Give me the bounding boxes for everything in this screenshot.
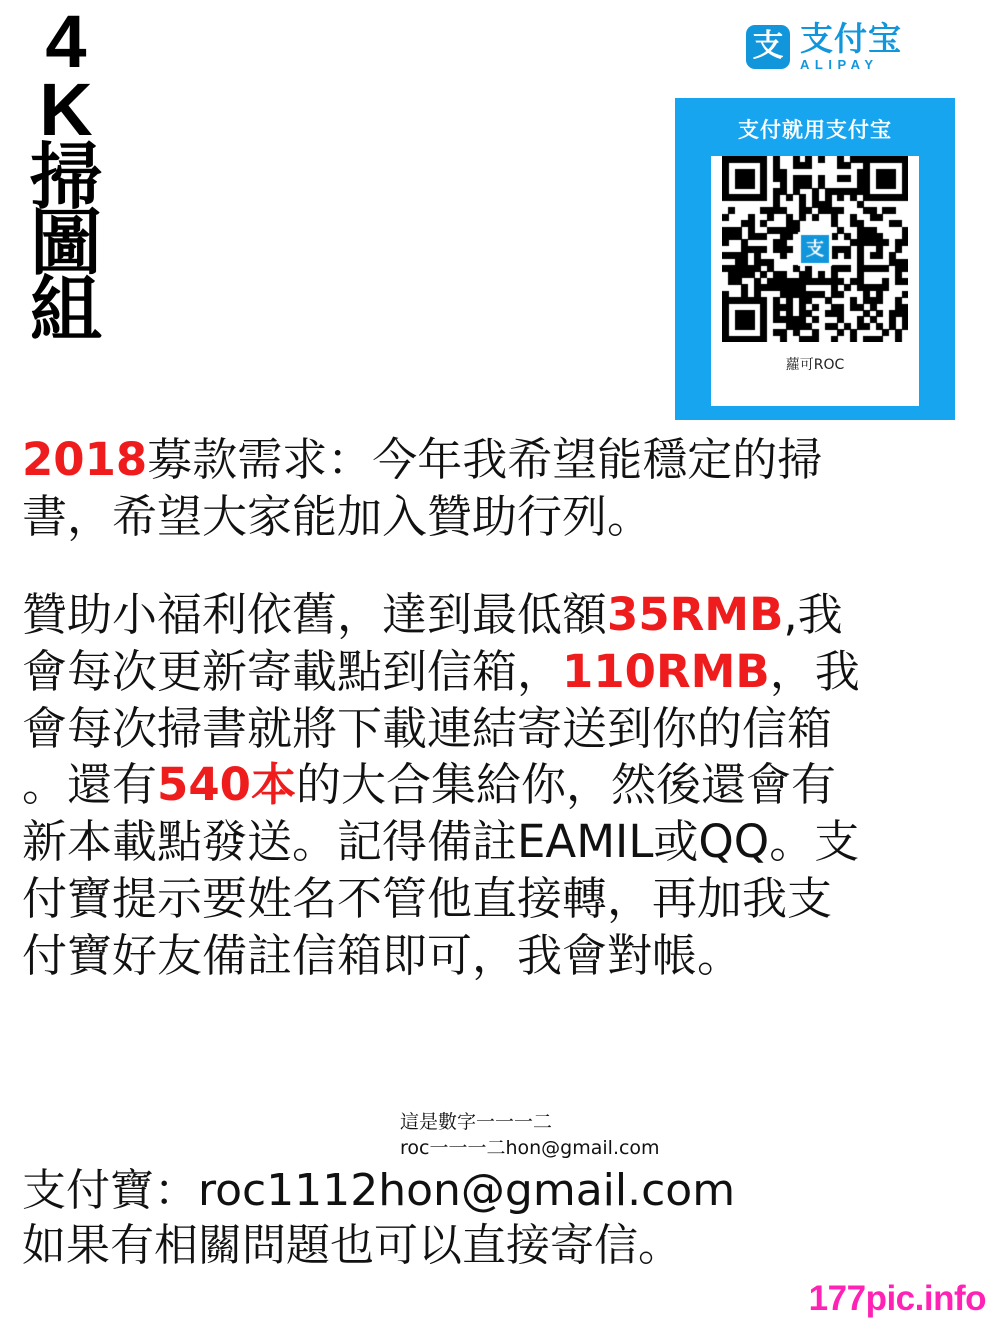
paragraph-1-line-2: 書，希望大家能加入贊助行列。 — [22, 489, 653, 543]
paragraph-2-line-2 — [22, 644, 974, 701]
paragraph-2-line-6: 付寶提示要姓名不管他直接轉，再加我支 — [22, 871, 833, 925]
email-annotation-line-2: roc一一一二hon@gmail.com — [400, 1136, 660, 1159]
alipay-qr-card — [675, 98, 955, 420]
paragraph-1-line-1-rest: 募款需求：今年我希望能穩定的掃 — [147, 433, 823, 486]
vertical-title-block — [18, 0, 113, 352]
paragraph-1-line-1 — [22, 432, 974, 489]
site-watermark: 177pic.info — [808, 1279, 986, 1318]
qr-account-name: 蘿可ROC — [785, 357, 845, 373]
email-annotation-line-1: 這是數字一一一二 — [400, 1111, 553, 1133]
title-char-3: 掃 — [29, 135, 101, 220]
amount-110rmb: 110RMB — [562, 645, 770, 699]
qr-card-inner-panel — [711, 156, 919, 406]
paragraph-2-line-3: 會每次掃書就將下載連結寄送到你的信箱 — [22, 701, 833, 755]
paragraph-1 — [22, 432, 974, 545]
qr-code-image — [722, 156, 908, 342]
paragraph-spacer — [22, 545, 974, 587]
alipay-wordmark — [800, 19, 902, 72]
title-char-4: 圖 — [29, 201, 101, 286]
p2-l4-a: 。還有 — [22, 758, 158, 812]
footer-note-line: 如果有相關問題也可以直接寄信。 — [22, 1220, 682, 1271]
paragraph-2 — [22, 587, 974, 984]
amount-35rmb: 35RMB — [607, 588, 784, 642]
footer-contact — [22, 1163, 972, 1273]
title-char-5: 組 — [29, 267, 101, 352]
title-char-2: K — [39, 68, 92, 152]
alipay-logo — [746, 19, 902, 72]
qr-card-headline: 支付就用支付宝 — [738, 118, 892, 142]
alipay-wordmark-en: ALIPAY — [800, 57, 879, 72]
email-annotation — [400, 1110, 660, 1161]
paragraph-2-line-4 — [22, 757, 974, 814]
alipay-logo-icon: 支 — [746, 25, 790, 69]
paragraph-2-line-1 — [22, 587, 974, 644]
p2-l2-b: ，我 — [769, 645, 860, 699]
year-highlight: 2018 — [22, 433, 148, 486]
p2-l4-b: 的大合集給你，然後還會有 — [295, 758, 836, 812]
count-540: 540本 — [157, 758, 296, 812]
p2-l2-a: 會每次更新寄載點到信箱， — [22, 645, 563, 699]
p2-l1-b: ,我 — [783, 588, 843, 642]
title-char-1: 4 — [45, 0, 86, 83]
p2-l1-a: 贊助小福利依舊，達到最低額 — [22, 588, 608, 642]
paragraph-2-line-7: 付寶好友備註信箱即可，我會對帳。 — [22, 928, 743, 982]
alipay-email-line: 支付寶：roc1112hon@gmail.com — [22, 1165, 736, 1216]
body-text — [22, 432, 974, 984]
paragraph-2-line-5: 新本載點發送。記得備註EAMIL或QQ。支 — [22, 815, 860, 869]
alipay-wordmark-cn: 支付宝 — [800, 19, 902, 58]
